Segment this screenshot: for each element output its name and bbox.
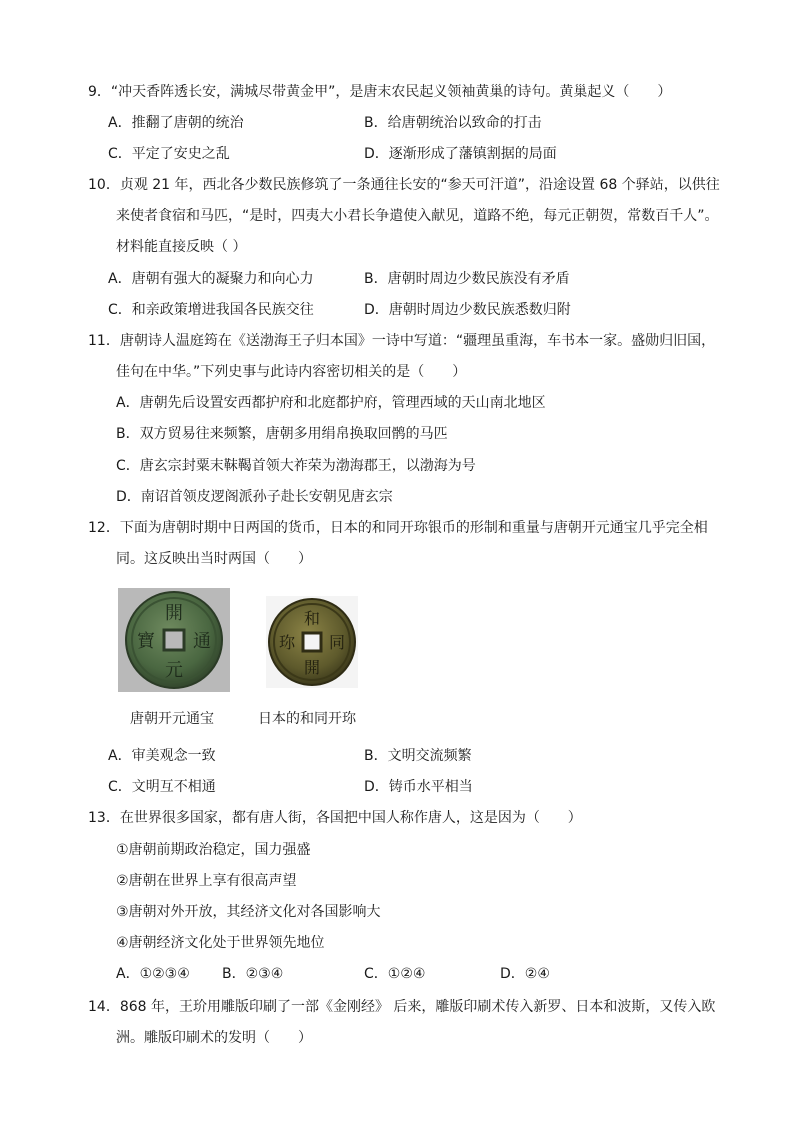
coin2-char-bottom: 開	[303, 658, 321, 677]
kaiyuan-tongbao-coin-image	[118, 588, 230, 692]
q12-option-a: A．审美观念一致	[108, 748, 216, 764]
q10-option-c: C．和亲政策增进我国各民族交往	[108, 302, 314, 318]
q10-option-a: A．唐朝有强大的凝聚力和向心力	[108, 271, 314, 287]
q10-option-b: B．唐朝时周边少数民族没有矛盾	[364, 271, 570, 287]
q12-stem-line2: 同。这反映出当时两国（ ）	[116, 551, 312, 567]
q12-option-b: B．文明交流频繁	[364, 748, 472, 764]
coin1-char-right: 通	[193, 631, 211, 652]
wado-kaichin-coin-image	[266, 596, 358, 688]
kaiyuan-tongbao-coin-icon	[118, 588, 230, 692]
q13-stem: 13．在世界很多国家，都有唐人街，各国把中国人称作唐人，这是因为（ ）	[88, 810, 582, 826]
q13-option-a: A．①②③④	[116, 966, 190, 982]
q13-item-4: ④唐朝经济文化处于世界领先地位	[116, 935, 325, 951]
q14-stem-line1: 14．868 年，王玠用雕版印刷了一部《金刚经》 后来，雕版印刷术传入新罗、日本和波斯，又传入欧	[88, 999, 716, 1015]
coin2-char-top: 和	[303, 609, 321, 628]
coin1-char-left: 寶	[137, 631, 155, 652]
coin1-caption: 唐朝开元通宝	[130, 711, 214, 727]
q13-item-3: ③唐朝对外开放，其经济文化对各国影响大	[116, 904, 381, 920]
q11-option-a: A．唐朝先后设置安西都护府和北庭都护府，管理西域的天山南北地区	[116, 395, 546, 411]
coin2-char-right: 同	[328, 633, 346, 652]
q10-stem-line2: 来使者食宿和马匹，“是时，四夷大小君长争遣使入献见，道路不绝，每元正朝贺，常数百千人”。	[116, 208, 719, 224]
q9-option-d: D．逐渐形成了藩镇割据的局面	[364, 146, 557, 162]
coin1-char-bottom: 元	[165, 660, 183, 681]
q9-stem: 9．“冲天香阵透长安，满城尽带黄金甲”，是唐末农民起义领袖黄巢的诗句。黄巢起义（ ）	[88, 84, 672, 100]
q13-option-c: C．①②④	[364, 966, 426, 982]
q13-item-1: ①唐朝前期政治稳定，国力强盛	[116, 842, 311, 858]
coin2-caption: 日本的和同开珎	[258, 711, 356, 727]
q12-option-d: D．铸币水平相当	[364, 779, 473, 795]
q10-stem-line3: 材料能直接反映（ ）	[116, 239, 247, 255]
q13-item-2: ②唐朝在世界上享有很高声望	[116, 873, 297, 889]
q10-stem-line1: 10．贞观 21 年，西北各少数民族修筑了一条通往长安的“参天可汗道”，沿途设置 68 个驿站，以供往	[88, 177, 720, 193]
q9-option-b: B．给唐朝统治以致命的打击	[364, 115, 542, 131]
q13-option-b: B．②③④	[222, 966, 284, 982]
coin1-char-top: 開	[165, 603, 183, 624]
coin2-char-left: 珎	[278, 633, 296, 652]
q11-option-c: C．唐玄宗封粟末靺鞨首领大祚荣为渤海郡王，以渤海为号	[116, 458, 476, 474]
q11-option-d: D．南诏首领皮逻阁派孙子赴长安朝见唐玄宗	[116, 489, 393, 505]
wado-kaichin-coin-icon	[266, 596, 358, 688]
q9-option-a: A．推翻了唐朝的统治	[108, 115, 244, 131]
q11-stem-line1: 11．唐朝诗人温庭筠在《送渤海王子归本国》一诗中写道：“疆理虽重海，车书本一家。盛勋归旧国，	[88, 333, 716, 349]
q11-option-b: B．双方贸易往来频繁，唐朝多用绢帛换取回鹘的马匹	[116, 426, 448, 442]
q12-option-c: C．文明互不相通	[108, 779, 216, 795]
q13-option-d: D．②④	[500, 966, 550, 982]
q10-option-d: D．唐朝时周边少数民族悉数归附	[364, 302, 571, 318]
q9-option-c: C．平定了安史之乱	[108, 146, 230, 162]
q11-stem-line2: 佳句在中华。”下列史事与此诗内容密切相关的是（ ）	[116, 364, 467, 380]
q14-stem-line2: 洲。雕版印刷术的发明（ ）	[116, 1030, 312, 1046]
q12-stem-line1: 12．下面为唐朝时期中日两国的货币，日本的和同开珎银币的形制和重量与唐朝开元通宝几乎完全相	[88, 520, 708, 536]
